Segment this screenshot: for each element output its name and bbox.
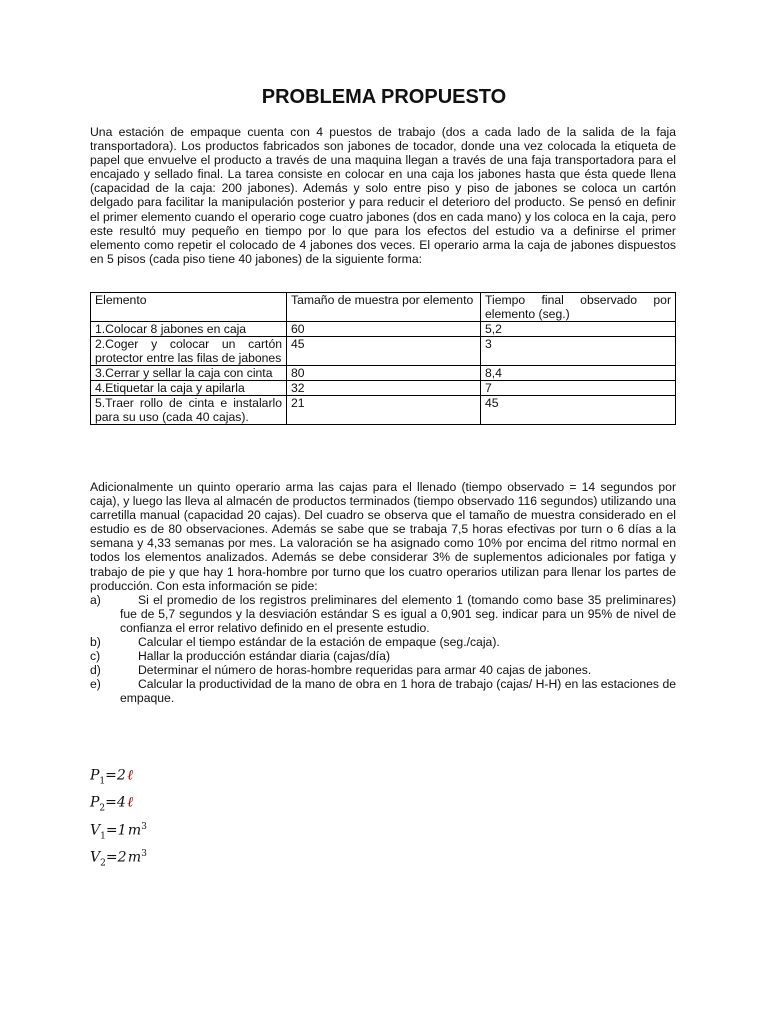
equation-sub: 2 bbox=[100, 858, 106, 869]
list-item bbox=[90, 593, 676, 635]
problem-statement bbox=[90, 480, 676, 706]
table-cell: 1.Colocar 8 jabones en caja bbox=[91, 322, 287, 337]
after-table-paragraph: Adicionalmente un quinto operario arma las cajas para el llenado (tiempo observado = 14 segundos por caja), y luego las lleva al almacén de productos terminados (tiempo observado 116 segundos) utilizando una carretilla manual (capacidad 20 cajas). Del cuadro se observa que el tamaño de muestra considerado en el estudio es de 80 observaciones. Además se sabe que se trabaja 7,5 horas efectivas por turn o 6 días a la semana y 4,33 semanas por mes. La valoración se ha asignado como 10% por encima del ritmo normal en todos los elementos analizados. Además se debe considerar 3% de suplementos adicionales por fatiga y trabajo de pie y que hay 1 hora-hombre por turno que los cuatro operarios utilizan para llenar los partes de producción. Con esta información se pide: bbox=[90, 480, 676, 593]
list-item bbox=[90, 677, 676, 705]
equation-line bbox=[90, 763, 147, 790]
question-text: Si el promedio de los registros preliminares del elemento 1 (tomando como base 35 preliminares) fue de 5,7 segundos y la desviación estándar S es igual a 0,901 seg. indicar para un 95% de nivel de confianza el error relativo definido en el presente estudio. bbox=[120, 592, 676, 635]
table-cell: 5.Traer rollo de cinta e instalarlo para su uso (cada 40 cajas). bbox=[91, 396, 287, 425]
table-row bbox=[91, 337, 676, 366]
equation-unit: m bbox=[127, 850, 142, 867]
table-cell: 21 bbox=[287, 396, 481, 425]
equation-sub: 1 bbox=[99, 776, 106, 787]
table-cell: 7 bbox=[481, 381, 676, 396]
equation-unit: ℓ bbox=[127, 795, 134, 812]
equation-line bbox=[90, 790, 147, 817]
equation-line bbox=[90, 845, 147, 872]
elements-table bbox=[90, 292, 676, 425]
equation-sup: 3 bbox=[141, 821, 147, 832]
equation-line bbox=[90, 818, 147, 845]
header-elemento: Elemento bbox=[91, 293, 287, 322]
equation-sub: 2 bbox=[99, 803, 106, 814]
table-row bbox=[91, 366, 676, 381]
table-cell: 8,4 bbox=[481, 366, 676, 381]
list-item bbox=[90, 635, 676, 649]
question-label: c) bbox=[90, 649, 101, 664]
list-item bbox=[90, 649, 676, 663]
header-tamano: Tamaño de muestra por elemento bbox=[287, 293, 481, 322]
table-header-row bbox=[91, 293, 676, 322]
table-cell: 2.Coger y colocar un cartón protector entre las filas de jabones bbox=[91, 337, 287, 366]
equation-sup: 3 bbox=[141, 849, 147, 860]
equation-rhs: =4 bbox=[105, 795, 126, 812]
equation-rhs: =2 bbox=[105, 767, 126, 784]
equations-block bbox=[90, 763, 147, 873]
table-cell: 60 bbox=[287, 322, 481, 337]
equation-var: V bbox=[90, 822, 101, 839]
table-cell: 32 bbox=[287, 381, 481, 396]
table-cell: 5,2 bbox=[481, 322, 676, 337]
equation-rhs: =1 bbox=[105, 822, 127, 839]
question-label: a) bbox=[90, 592, 101, 607]
question-label: e) bbox=[90, 677, 101, 692]
question-text: Calcular la productividad de la mano de obra en 1 hora de trabajo (cajas/ H-H) en las estaciones de empaque. bbox=[120, 677, 676, 706]
equation-var: V bbox=[90, 850, 101, 867]
equation-sub: 1 bbox=[100, 831, 106, 842]
header-tiempo: Tiempo final observado por elemento (seg.) bbox=[481, 293, 676, 322]
equation-unit: m bbox=[127, 822, 142, 839]
table-cell: 4.Etiquetar la caja y apilarla bbox=[91, 381, 287, 396]
table-row bbox=[91, 396, 676, 425]
intro-paragraph: Una estación de empaque cuenta con 4 puestos de trabajo (dos a cada lado de la salida de la faja transportadora). Los productos fabricados son jabones de tocador, donde una vez colocada la etiqueta de papel que envuelve el producto a través de una maquina llegan a través de una faja transportadora para el encajado y sellado final. La tarea consiste en colocar en una caja los jabones hasta que ésta quede llena (capacidad de la caja: 200 jabones). Además y solo entre piso y piso de jabones se coloca un cartón delgado para facilitar la manipulación posterior y para reducir el deterioro del producto. Se pensó en definir el primer elemento cuando el operario coge cuatro jabones (dos en cada mano) y los coloca en la caja, pero este resultó muy pequeño en tiempo por lo que para los efectos del estudio va a definirse el primer elemento como repetir el colocado de 4 jabones dos veces. El operario arma la caja de jabones dispuestos en 5 pisos (cada piso tiene 40 jabones) de la siguiente forma: bbox=[90, 125, 676, 266]
question-label: d) bbox=[90, 663, 101, 678]
equation-var: P bbox=[90, 767, 100, 784]
table-row bbox=[91, 322, 676, 337]
question-text: Calcular el tiempo estándar de la estación de empaque (seg./caja). bbox=[138, 635, 500, 650]
question-text: Hallar la producción estándar diaria (cajas/día) bbox=[138, 649, 391, 664]
table-cell: 80 bbox=[287, 366, 481, 381]
table-cell: 45 bbox=[481, 396, 676, 425]
equation-var: P bbox=[90, 795, 100, 812]
questions-list bbox=[90, 593, 676, 706]
page-title: PROBLEMA PROPUESTO bbox=[261, 86, 507, 108]
equation-unit: ℓ bbox=[127, 767, 134, 784]
table-row bbox=[91, 381, 676, 396]
list-item bbox=[90, 663, 676, 677]
table-cell: 45 bbox=[287, 337, 481, 366]
table-cell: 3.Cerrar y sellar la caja con cinta bbox=[91, 366, 287, 381]
question-label: b) bbox=[90, 635, 101, 650]
equation-rhs: =2 bbox=[105, 850, 127, 867]
table-cell: 3 bbox=[481, 337, 676, 366]
question-text: Determinar el número de horas-hombre requeridas para armar 40 cajas de jabones. bbox=[138, 663, 592, 678]
